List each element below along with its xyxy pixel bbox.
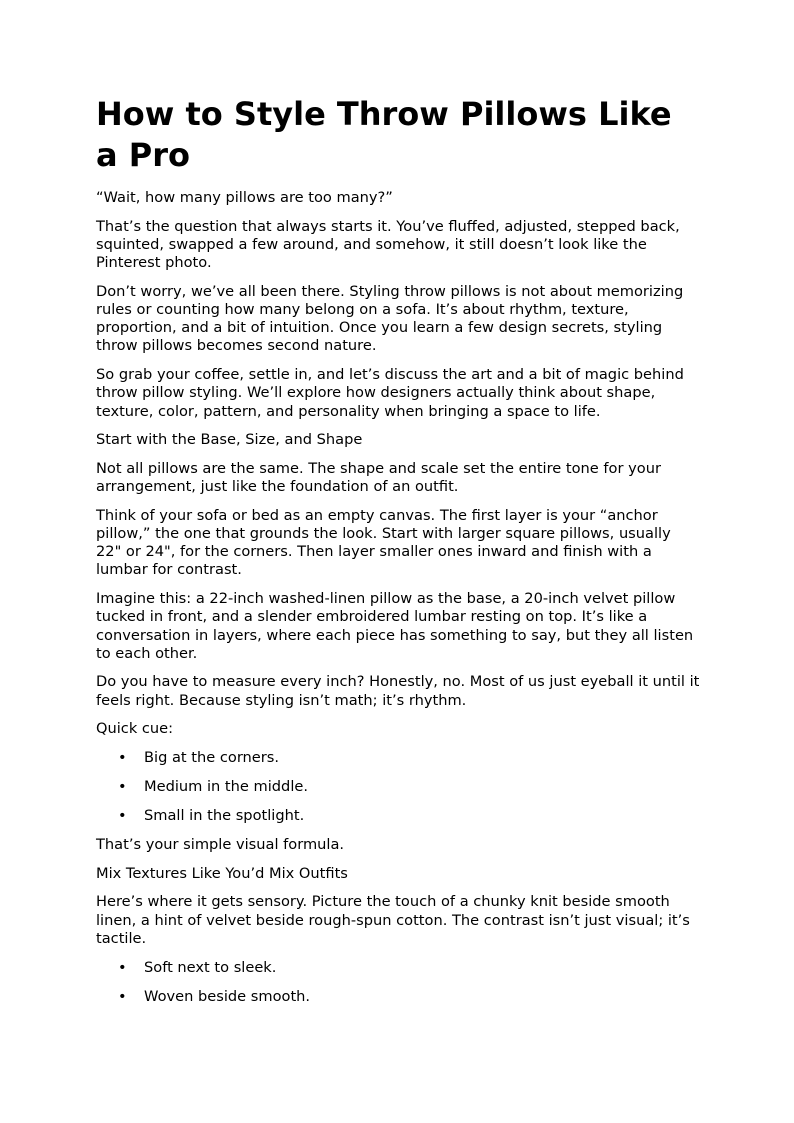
list-item <box>96 807 700 825</box>
list-item-text: Small in the spotlight. <box>144 807 305 825</box>
bullet-icon: • <box>118 778 127 796</box>
list-item <box>96 749 700 767</box>
list-item-text: Medium in the middle. <box>144 778 308 796</box>
bullet-icon: • <box>118 958 127 976</box>
section1-paragraph-1: Not all pillows are the same. The shape and scale set the entire tone for your arrangement, just like the foundation of an outfit. <box>96 459 661 496</box>
list-item-text: Soft next to sleek. <box>144 958 277 976</box>
section1-paragraph-3: Imagine this: a 22-inch washed-linen pillow as the base, a 20-inch velvet pillow tucked in front, and a slender embroidered lumbar resting on top. It’s like a conversation in layers, where each piece has something to say, but they all listen to each other. <box>96 590 694 662</box>
list-item-text: Woven beside smooth. <box>144 987 311 1005</box>
intro-paragraph-1: That’s the question that always starts it. You’ve fluffed, adjusted, stepped back, squinted, swapped a few around, and somehow, it still doesn’t look like the Pinterest photo. <box>96 217 680 272</box>
list-item <box>96 778 700 796</box>
quick-cue-label: Quick cue: <box>96 720 174 738</box>
bullet-icon: • <box>118 807 127 825</box>
section1-paragraph-4: Do you have to measure every inch? Honestly, no. Most of us just eyeball it until it feels right. Because styling isn’t math; it’s rhythm. <box>96 673 700 709</box>
section-heading-base-size-shape: Start with the Base, Size, and Shape <box>96 431 363 449</box>
section-heading-mix-textures: Mix Textures Like You’d Mix Outfits <box>96 864 348 882</box>
section1-closing: That’s your simple visual formula. <box>96 836 345 854</box>
list-item-text: Big at the corners. <box>144 749 280 767</box>
section1-paragraph-2: Think of your sofa or bed as an empty canvas. The first layer is your “anchor pillow,” the one that grounds the look. Start with larger square pillows, usually 22" or 24", for the corners. Then layer smaller ones inward and finish with a lumbar for contrast. <box>96 506 671 579</box>
bullet-icon: • <box>118 749 127 767</box>
intro-paragraph-3: So grab your coffee, settle in, and let’s discuss the art and a bit of magic behind throw pillow styling. We’ll explore how designers actually think about shape, texture, color, pattern, and personality when bringing a space to life. <box>96 366 684 420</box>
list-item <box>96 959 700 977</box>
list-item <box>96 988 700 1006</box>
document-page <box>96 94 700 1017</box>
texture-list <box>96 959 700 1006</box>
intro-quote: “Wait, how many pillows are too many?” <box>96 189 393 206</box>
section2-paragraph: Here’s where it gets sensory. Picture the touch of a chunky knit beside smooth linen, a hint of velvet beside rough-spun cotton. The contrast isn’t just visual; it’s tactile. <box>96 893 690 947</box>
quick-cue-list <box>96 749 700 825</box>
article-title: How to Style Throw Pillows Like a Pro <box>96 95 672 174</box>
bullet-icon: • <box>118 987 127 1005</box>
intro-paragraph-2: Don’t worry, we’ve all been there. Styling throw pillows is not about memorizing rules or counting how many belong on a sofa. It’s about rhythm, texture, proportion, and a bit of intuition. Once you learn a few design secrets, styling throw pillows becomes second nature. <box>96 282 684 355</box>
